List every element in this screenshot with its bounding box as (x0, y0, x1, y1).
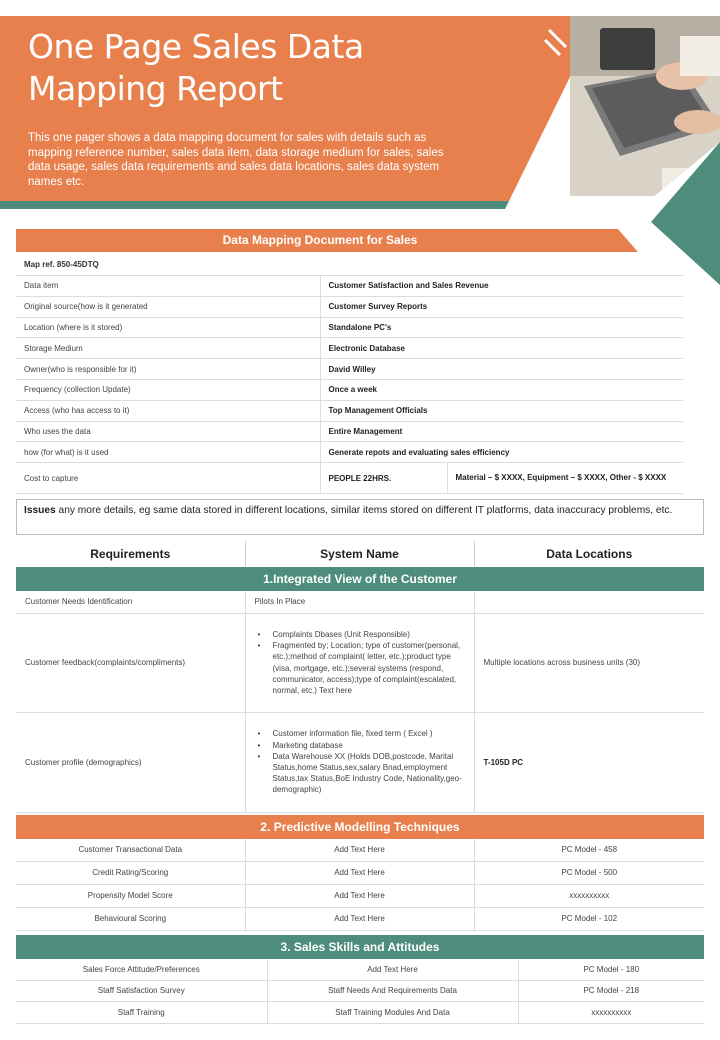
mapping-row (16, 400, 683, 421)
section-2-title: 2. Predictive Modelling Techniques (16, 815, 704, 839)
system-cell: Add Text Here (267, 959, 518, 980)
mapping-label: Frequency (collection Update) (16, 379, 320, 400)
req-cell: Staff Training (16, 1001, 267, 1023)
mapping-row (16, 359, 683, 380)
section-1-table (16, 591, 704, 813)
req-cell: Sales Force Attitude/Preferences (16, 959, 267, 980)
section-3-table (16, 959, 704, 1024)
mapping-value: Customer Satisfaction and Sales Revenue (320, 276, 683, 297)
mapping-value: Electronic Database (320, 338, 683, 359)
req-cell: Credit Rating/Scoring (16, 861, 245, 884)
list-item: • Customer information file, fixed term ( Excel ) (255, 728, 465, 739)
location-cell: Multiple locations across business units (30) (474, 613, 704, 712)
mapping-row (16, 296, 683, 317)
req-cell: Customer Needs Identification (16, 591, 245, 613)
mapping-row (16, 317, 683, 338)
map-reference: Map ref. 850-45DTQ (24, 260, 99, 269)
list-item: • Complaints Dbases (Unit Responsible) (255, 629, 465, 640)
section-3-title: 3. Sales Skills and Attitudes (16, 935, 704, 959)
table-row (16, 1001, 704, 1023)
system-cell: Add Text Here (245, 884, 474, 907)
table-row (16, 959, 704, 980)
location-cell: xxxxxxxxxx (518, 1001, 704, 1023)
location-cell: PC Model - 180 (518, 959, 704, 980)
mapping-label: Storage Medium (16, 338, 320, 359)
system-cell: Add Text Here (245, 907, 474, 930)
page-title: One Page Sales Data Mapping Report (28, 27, 364, 108)
system-cell: Add Text Here (245, 861, 474, 884)
location-cell: PC Model - 500 (474, 861, 704, 884)
location-cell: PC Model - 458 (474, 839, 704, 861)
issues-lead: Issues (24, 505, 56, 516)
mapping-label: Original source(how is it generated (16, 296, 320, 317)
mapping-label: Who uses the data (16, 421, 320, 442)
mapping-banner-title: Data Mapping Document for Sales (222, 233, 418, 247)
req-cell: Staff Satisfaction Survey (16, 980, 267, 1001)
list-item: • Data Warehouse XX (Holds DOB,postcode, Marital Status,home Status,sex,salary Bnad,employment Status,tax Status,BoE Industry Code, Nationality,geo-demographic) (255, 751, 465, 796)
mapping-label: Location (where is it stored) (16, 317, 320, 338)
mapping-row (16, 276, 683, 297)
system-cell: Pilots In Place (245, 591, 474, 613)
req-cell: Behavioural Scoring (16, 907, 245, 930)
table-row (16, 884, 704, 907)
req-cell: Customer profile (demographics) (16, 712, 245, 812)
header-data-locations: Data Locations (474, 541, 704, 566)
req-cell: Customer Transactional Data (16, 839, 245, 861)
laptop-photo (570, 16, 720, 196)
system-cell (245, 613, 474, 712)
mapping-value: Once a week (320, 379, 683, 400)
system-list (255, 728, 465, 795)
issues-text: any more details, eg same data stored in different locations, similar items stored on different IT platforms, data inaccuracy problems, etc. (55, 505, 673, 516)
header-green-bar (0, 201, 509, 209)
mapping-row (16, 421, 683, 442)
cost-people: PEOPLE 22HRS. (320, 463, 447, 494)
system-cell: Staff Training Modules And Data (267, 1001, 518, 1023)
cost-material: Material – $ XXXX, Equipment – $ XXXX, Other - $ XXXX (447, 463, 683, 494)
mapping-row-cost (16, 463, 683, 494)
table-row (16, 591, 704, 613)
list-item: • Fragmented by; Location; type of customer(personal, etc.);method of complaint( letter, etc.);product type (visa, mortgage, etc.);several systems (respond, communicator, access);type of complaint(escalated, normal, etc.) Text here (255, 640, 465, 696)
mapping-value: Customer Survey Reports (320, 296, 683, 317)
mapping-label: Owner(who is responsible for it) (16, 359, 320, 380)
req-cell: Propensity Model Score (16, 884, 245, 907)
section-2-table (16, 839, 704, 931)
table-row (16, 712, 704, 812)
section-1-title: 1.Integrated View of the Customer (16, 567, 704, 591)
mapping-row (16, 379, 683, 400)
mapping-value: Top Management Officials (320, 400, 683, 421)
location-cell: PC Model - 218 (518, 980, 704, 1001)
requirements-header (16, 541, 704, 566)
table-row (16, 980, 704, 1001)
system-list (255, 629, 465, 696)
table-row (16, 907, 704, 930)
list-item: • Marketing database (255, 740, 465, 751)
system-cell: Staff Needs And Requirements Data (267, 980, 518, 1001)
mapping-label: how (for what) is it used (16, 442, 320, 463)
location-cell (474, 591, 704, 613)
mapping-value: David Willey (320, 359, 683, 380)
mapping-label: Data item (16, 276, 320, 297)
mapping-value: Entire Management (320, 421, 683, 442)
mapping-label: Access (who has access to it) (16, 400, 320, 421)
system-cell (245, 712, 474, 812)
header-requirements: Requirements (90, 546, 171, 561)
mapping-value: Standalone PC's (320, 317, 683, 338)
header-system-name: System Name (245, 541, 474, 566)
location-cell: PC Model - 102 (474, 907, 704, 930)
table-row (16, 839, 704, 861)
table-row (16, 613, 704, 712)
req-cell: Customer feedback(complaints/compliments) (16, 613, 245, 712)
location-cell: xxxxxxxxxx (474, 884, 704, 907)
mapping-value: Generate repots and evaluating sales efficiency (320, 442, 683, 463)
mapping-table (16, 275, 683, 494)
location-cell: T-105D PC (474, 712, 704, 812)
cost-label: Cost to capture (16, 463, 320, 494)
system-cell: Add Text Here (245, 839, 474, 861)
page-subtitle: This one pager shows a data mapping document for sales with details such as mapping reference number, sales data item, data storage medium for sales, sales data usage, sales data requirements and sales data locations, sales data system names etc. (28, 132, 444, 188)
mapping-row (16, 442, 683, 463)
table-row (16, 861, 704, 884)
issues-box (16, 499, 704, 535)
mapping-row (16, 338, 683, 359)
